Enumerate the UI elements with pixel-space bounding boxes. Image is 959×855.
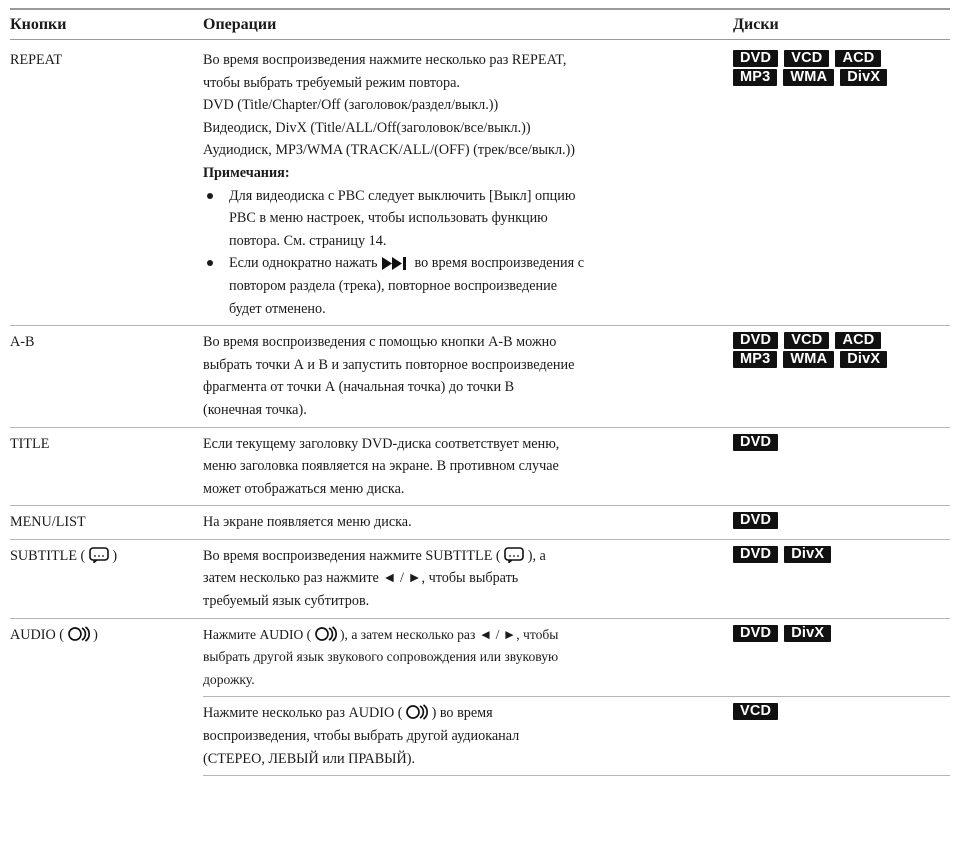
disc-badge: DivX: [840, 351, 887, 368]
bullet-icon: [207, 193, 213, 199]
button-name: [10, 539, 203, 618]
text-part: ), а затем несколько раз ◄ / ►, чтобы: [340, 626, 559, 642]
button-name: A-B: [10, 326, 203, 427]
text-line: может отображаться меню диска.: [203, 480, 405, 497]
disc-badge: MP3: [733, 69, 777, 86]
disc-badge: DivX: [784, 546, 831, 563]
operation-description: [203, 506, 733, 540]
disc-badge: DVD: [733, 625, 778, 642]
table-row: [10, 539, 950, 618]
disc-types: [733, 506, 950, 540]
text-line: Во время воспроизведения нажмите несколько раз REPEAT,: [203, 52, 567, 68]
disc-badge: VCD: [784, 332, 829, 349]
note-item: [203, 185, 729, 253]
disc-badge: ACD: [835, 50, 881, 67]
button-name: MENU/LIST: [10, 506, 203, 540]
text-part: ), а: [527, 547, 546, 564]
operations-page: [10, 8, 950, 776]
text-line: [203, 624, 729, 647]
disc-badge: DVD: [733, 434, 778, 451]
disc-types: [733, 697, 950, 776]
skip-next-icon: [381, 257, 411, 270]
text-line: Если текущему заголовку DVD-диска соответствует меню,: [203, 435, 560, 452]
button-name-text: AUDIO (: [10, 626, 64, 643]
header-discs: Диски: [733, 9, 950, 40]
button-name-text: SUBTITLE (: [10, 547, 86, 564]
subtitle-icon: [89, 547, 109, 563]
note-text: во время воспроизведения с: [414, 255, 585, 272]
bullet-icon: [207, 260, 213, 266]
text-line: выбрать точки А и В и запустить повторное воспроизведение: [203, 356, 575, 373]
button-name-text: ): [112, 547, 118, 564]
text-line: На экране появляется меню диска.: [203, 514, 412, 531]
text-line: Для видеодиска с РВС следует выключить [Выкл] опцию: [229, 187, 576, 204]
subtitle-icon: [504, 547, 524, 563]
table-row: [10, 326, 950, 427]
text-line: Во время воспроизведения с помощью кнопки А-В можно: [203, 334, 557, 351]
disc-types: [733, 40, 950, 326]
text-line: воспроизведения, чтобы выбрать другой аудиоканал: [203, 728, 520, 745]
text-part: Во время воспроизведения нажмите SUBTITLE (: [203, 547, 501, 564]
note-item: [203, 252, 729, 320]
disc-badge: WMA: [783, 69, 834, 86]
button-name: TITLE: [10, 427, 203, 506]
table-row: [10, 618, 950, 697]
text-line: фрагмента от точки А (начальная точка) до точки В: [203, 379, 515, 396]
text-line: [203, 545, 729, 568]
disc-badge: ACD: [835, 332, 881, 349]
disc-types: [733, 427, 950, 506]
button-name: [10, 618, 203, 697]
text-line: Аудиодиск, MP3/WMA (TRACK/ALL/(OFF) (трек/все/выкл.)): [203, 142, 576, 159]
text-line: выбрать другой язык звукового сопровождения или звуковую: [203, 649, 559, 665]
disc-badge: DVD: [733, 50, 778, 67]
text-line: чтобы выбрать требуемый режим повтора.: [203, 74, 460, 91]
disc-types: [733, 326, 950, 427]
note-text: Если однократно нажать: [229, 255, 378, 272]
button-name-text: ): [93, 626, 98, 643]
disc-badge: VCD: [784, 50, 829, 67]
text-part: ) во время: [431, 705, 493, 722]
disc-badge: DVD: [733, 546, 778, 563]
disc-badge: VCD: [733, 703, 778, 720]
table-row: [10, 697, 950, 776]
notes-title: Примечания:: [203, 164, 290, 181]
text-line: меню заголовка появляется на экране. В противном случае: [203, 458, 559, 475]
disc-badge: DivX: [784, 625, 831, 642]
table-row: [10, 40, 950, 326]
operation-description: [203, 40, 733, 326]
text-line: DVD (Title/Chapter/Off (заголовок/раздел/выкл.)): [203, 97, 499, 114]
table-row: [10, 506, 950, 540]
text-line: [203, 702, 729, 725]
operations-table: [10, 8, 950, 776]
header-buttons: Кнопки: [10, 9, 203, 40]
header-operations: Операции: [203, 9, 733, 40]
operation-description: [203, 326, 733, 427]
disc-badge: DivX: [840, 69, 887, 86]
button-name: [10, 697, 203, 776]
text-line: затем несколько раз нажмите ◄ / ►, чтобы выбрать: [203, 570, 519, 587]
text-line: дорожку.: [203, 671, 255, 687]
disc-badge: DVD: [733, 512, 778, 529]
text-line: повтором раздела (трека), повторное воспроизведение: [229, 277, 558, 294]
text-line: (конечная точка).: [203, 401, 307, 418]
text-part: Нажмите AUDIO (: [203, 626, 312, 642]
operation-description: [203, 697, 733, 776]
text-part: Нажмите несколько раз AUDIO (: [203, 705, 403, 722]
text-line: РВС в меню настроек, чтобы использовать функцию: [229, 210, 548, 227]
text-line: требуемый язык субтитров.: [203, 593, 370, 610]
text-line: повтора. См. страницу 14.: [229, 232, 387, 249]
audio-icon: [406, 704, 428, 720]
notes-list: [203, 185, 729, 321]
text-line: [229, 252, 729, 275]
operation-description: [203, 618, 733, 697]
disc-badge: WMA: [783, 351, 834, 368]
operation-description: [203, 427, 733, 506]
text-line: (СТЕРЕО, ЛЕВЫЙ или ПРАВЫЙ).: [203, 750, 416, 767]
disc-badge: DVD: [733, 332, 778, 349]
table-header-row: [10, 9, 950, 40]
text-line: будет отменено.: [229, 300, 326, 317]
table-row: [10, 427, 950, 506]
button-name: REPEAT: [10, 40, 203, 326]
audio-icon: [68, 626, 90, 642]
disc-types: [733, 539, 950, 618]
disc-badge: MP3: [733, 351, 777, 368]
operation-description: [203, 539, 733, 618]
text-line: Видеодиск, DivX (Title/ALL/Off(заголовок/все/выкл.)): [203, 119, 531, 136]
disc-types: [733, 618, 950, 697]
audio-icon: [315, 626, 337, 642]
